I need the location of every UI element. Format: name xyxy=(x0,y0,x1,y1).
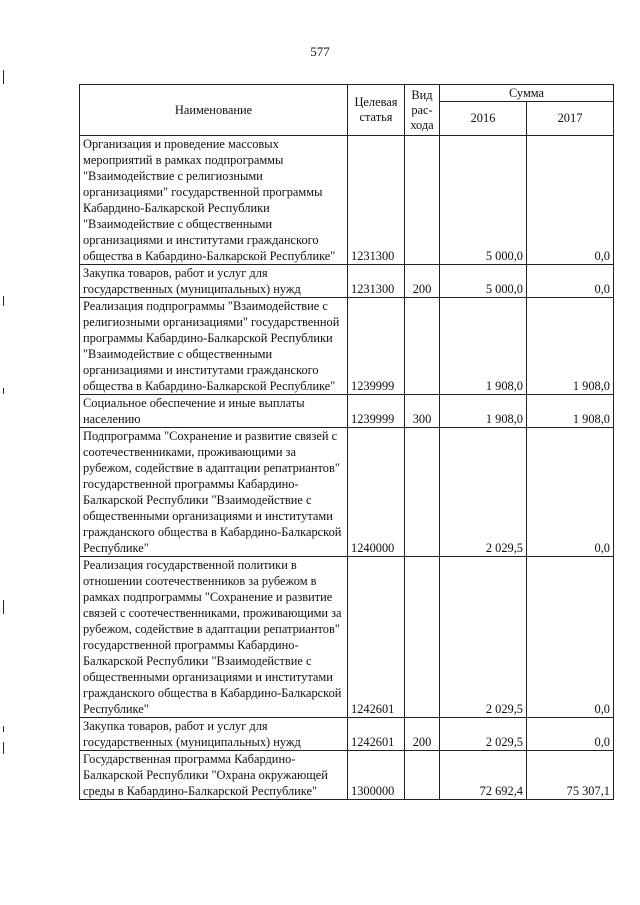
header-2016: 2016 xyxy=(440,102,527,136)
row-vid: 300 xyxy=(405,395,440,428)
row-sum-2017: 0,0 xyxy=(527,718,614,751)
row-vid xyxy=(405,136,440,265)
row-sum-2016: 2 029,5 xyxy=(440,718,527,751)
row-sum-2016: 72 692,4 xyxy=(440,751,527,800)
row-code: 1242601 xyxy=(348,557,405,718)
scan-edge-marks xyxy=(0,0,10,905)
table-row xyxy=(80,751,614,800)
row-code: 1239999 xyxy=(348,395,405,428)
header-code: Целевая статья xyxy=(348,85,405,136)
row-code: 1300000 xyxy=(348,751,405,800)
row-vid xyxy=(405,428,440,557)
row-name: Реализация государственной политики в отношении соотечественников за рубежом в рамках подпрограммы "Сохранение и развитие связей с соотечественниками, проживающими за рубежом, содействие в адаптации репатриантов" государственной программы Кабардино-Балкарской Республики "Взаимодействие с общественными организациями и институтами гражданского общества в Кабардино-Балкарской Республике" xyxy=(80,557,348,718)
page-number: 577 xyxy=(310,44,330,59)
header-name: Наименование xyxy=(80,85,348,136)
row-code: 1240000 xyxy=(348,428,405,557)
row-vid: 200 xyxy=(405,265,440,298)
row-sum-2017: 1 908,0 xyxy=(527,298,614,395)
row-code: 1231300 xyxy=(348,136,405,265)
row-sum-2017: 0,0 xyxy=(527,557,614,718)
row-vid xyxy=(405,557,440,718)
row-sum-2016: 1 908,0 xyxy=(440,298,527,395)
row-sum-2016: 2 029,5 xyxy=(440,557,527,718)
table-row xyxy=(80,718,614,751)
row-vid: 200 xyxy=(405,718,440,751)
header-vid: Вид рас-хода xyxy=(405,85,440,136)
row-sum-2016: 5 000,0 xyxy=(440,136,527,265)
table-row xyxy=(80,298,614,395)
row-name: Закупка товаров, работ и услуг для государственных (муниципальных) нужд xyxy=(80,718,348,751)
row-vid xyxy=(405,751,440,800)
row-name: Социальное обеспечение и иные выплаты населению xyxy=(80,395,348,428)
table-row xyxy=(80,265,614,298)
table-row xyxy=(80,395,614,428)
row-sum-2017: 0,0 xyxy=(527,265,614,298)
row-sum-2016: 2 029,5 xyxy=(440,428,527,557)
row-sum-2017: 1 908,0 xyxy=(527,395,614,428)
row-sum-2017: 0,0 xyxy=(527,428,614,557)
row-name: Подпрограмма "Сохранение и развитие связей с соотечественниками, проживающими за рубежом, содействие в адаптации репатриантов" государственной программы Кабардино-Балкарской Республики "Взаимодействие с общественными организациями и институтами гражданского общества в Кабардино-Балкарской Республике" xyxy=(80,428,348,557)
row-name: Государственная программа Кабардино-Балкарской Республики "Охрана окружающей среды в Кабардино-Балкарской Республике" xyxy=(80,751,348,800)
row-sum-2017: 0,0 xyxy=(527,136,614,265)
header-2017: 2017 xyxy=(527,102,614,136)
table-row xyxy=(80,136,614,265)
row-name: Организация и проведение массовых мероприятий в рамках подпрограммы "Взаимодействие с религиозными организациями" государственной программы Кабардино-Балкарской Республики "Взаимодействие с общественными организациями и институтами гражданского общества в Кабардино-Балкарской Республике" xyxy=(80,136,348,265)
row-vid xyxy=(405,298,440,395)
row-name: Закупка товаров, работ и услуг для государственных (муниципальных) нужд xyxy=(80,265,348,298)
header-sum: Сумма xyxy=(440,85,614,102)
budget-table xyxy=(79,84,614,800)
row-code: 1242601 xyxy=(348,718,405,751)
row-sum-2016: 5 000,0 xyxy=(440,265,527,298)
row-name: Реализация подпрограммы "Взаимодействие с религиозными организациями" государственной программы Кабардино-Балкарской Республики "Взаимодействие с общественными организациями и институтами гражданского общества в Кабардино-Балкарской Республике" xyxy=(80,298,348,395)
row-sum-2017: 75 307,1 xyxy=(527,751,614,800)
row-code: 1231300 xyxy=(348,265,405,298)
row-sum-2016: 1 908,0 xyxy=(440,395,527,428)
table-row xyxy=(80,557,614,718)
table-row xyxy=(80,428,614,557)
row-code: 1239999 xyxy=(348,298,405,395)
